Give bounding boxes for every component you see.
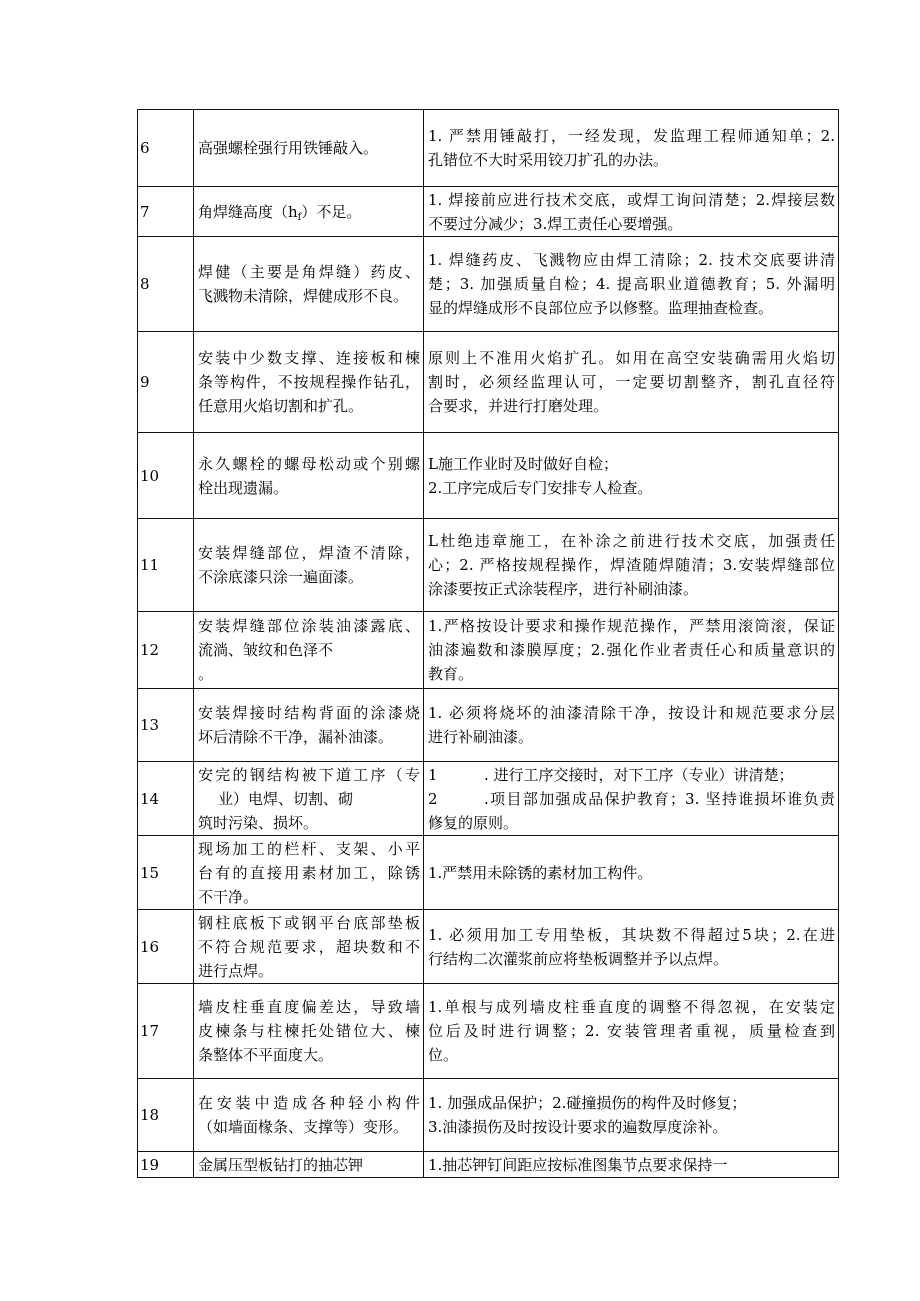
table-row bbox=[138, 984, 839, 1079]
measure-line: 心；2. 严格按规程操作，焊渣随焊随清；3.安装焊缝部位 bbox=[428, 556, 835, 574]
measure-line: 不要过分减少；3.焊工责任心要增强。 bbox=[428, 214, 683, 233]
row-number: 6 bbox=[140, 139, 150, 157]
row-number: 9 bbox=[140, 373, 150, 391]
list-number: 2 bbox=[428, 789, 438, 808]
issue-line: 焊健（主要是角焊缝）药皮、 bbox=[198, 263, 420, 281]
issue-line: 条等构件，不按规程操作钻孔， bbox=[198, 373, 420, 391]
issue-line: 高强螺栓强行用铁锤敲入。 bbox=[198, 139, 379, 157]
measure-line: 涂漆要按正式涂装程序，进行补刷油漆。 bbox=[428, 580, 699, 598]
line-text: ）不足。 bbox=[301, 202, 362, 221]
row-number: 15 bbox=[140, 863, 160, 882]
issue-line: 在安装中造成各种轻小构件 bbox=[198, 1094, 420, 1112]
issue-cell bbox=[194, 836, 424, 910]
table-row bbox=[138, 519, 839, 612]
measure-line: 位后及时进行调整；2. 安装管理者重视，质量检查到 bbox=[428, 1022, 835, 1040]
row-number: 8 bbox=[140, 275, 150, 293]
measure-line: 显的焊缝成形不良部位应予以修整。监理抽查检查。 bbox=[428, 299, 774, 317]
measures-cell bbox=[424, 984, 839, 1079]
table-row bbox=[138, 1152, 839, 1178]
line-text: 角焊缝高度（h bbox=[198, 202, 298, 221]
list-number: 1 bbox=[428, 765, 438, 784]
issue-cell bbox=[194, 110, 424, 187]
measure-line: 1. 严禁用锤敲打，一经发现，发监理工程师通知单；2. bbox=[428, 127, 835, 145]
issue-line bbox=[198, 200, 420, 224]
measures-cell bbox=[424, 433, 839, 519]
measure-line: 位。 bbox=[428, 1046, 459, 1064]
row-number: 13 bbox=[140, 716, 160, 734]
issue-line: 安装焊缝部位涂装油漆露底、 bbox=[198, 617, 420, 635]
row-number-cell bbox=[138, 762, 194, 836]
row-number-cell bbox=[138, 910, 194, 984]
issue-line: 安完的钢结构被下道工序（专 bbox=[198, 765, 420, 784]
measure-line: 教育。 bbox=[428, 665, 474, 683]
table-row bbox=[138, 1079, 839, 1152]
table-row bbox=[138, 910, 839, 984]
issue-cell bbox=[194, 689, 424, 762]
measure-line: 2.工序完成后专门安排专人检查。 bbox=[428, 478, 653, 497]
issue-cell bbox=[194, 762, 424, 836]
measure-line bbox=[428, 763, 835, 787]
issue-line: 现场加工的栏杆、支架、小平 bbox=[198, 839, 420, 858]
row-number: 18 bbox=[140, 1106, 160, 1124]
measure-line bbox=[428, 787, 835, 811]
measures-cell bbox=[424, 762, 839, 836]
measures-cell bbox=[424, 110, 839, 187]
measures-cell bbox=[424, 332, 839, 433]
row-number: 12 bbox=[140, 641, 160, 659]
measure-line: 1.严禁用未除锈的素材加工构件。 bbox=[428, 863, 653, 882]
row-number-cell bbox=[138, 984, 194, 1079]
issue-line: 钢柱底板下或钢平台底部垫板 bbox=[198, 913, 420, 932]
line-text: .项目部加强成品保护教育；3. 坚持谁损坏谁负责 bbox=[484, 789, 835, 808]
measure-line: 修复的原则。 bbox=[428, 813, 519, 832]
table-row bbox=[138, 187, 839, 237]
measure-line: L杜绝违章施工，在补涂之前进行技术交底，加强责任 bbox=[428, 532, 835, 550]
issue-line: 安装中少数支撑、连接板和楝 bbox=[198, 349, 420, 367]
measure-line: 行结构二次灌浆前应将垫板调整并予以点焊。 bbox=[428, 949, 729, 968]
table-body bbox=[138, 110, 839, 1178]
row-number: 7 bbox=[140, 202, 150, 221]
issue-line: 业）电焊、切割、砌 bbox=[218, 789, 354, 808]
row-number-cell bbox=[138, 612, 194, 689]
measures-cell bbox=[424, 187, 839, 237]
measures-cell bbox=[424, 689, 839, 762]
table-row bbox=[138, 110, 839, 187]
issue-line: 条整体不平面度大。 bbox=[198, 1046, 334, 1064]
row-number: 16 bbox=[140, 937, 160, 956]
issue-line: 进行点焊。 bbox=[198, 961, 274, 980]
measure-line: 1. 焊接前应进行技术交底，或焊工询问清楚；2.焊接层数 bbox=[428, 190, 835, 209]
issue-cell bbox=[194, 984, 424, 1079]
measures-cell bbox=[424, 519, 839, 612]
measure-line: 楚；3. 加强质量自检；4. 提高职业道德教育；5. 外漏明 bbox=[428, 275, 835, 293]
measure-line: 1.严格按设计要求和操作规范操作，严禁用滚筒滚，保证 bbox=[428, 617, 835, 635]
issue-line: 筑时污染、损坏。 bbox=[198, 813, 319, 832]
measures-cell bbox=[424, 836, 839, 910]
row-number-cell bbox=[138, 1079, 194, 1152]
defect-measures-table bbox=[137, 109, 839, 1178]
row-number-cell bbox=[138, 110, 194, 187]
table-row bbox=[138, 433, 839, 519]
measure-line: 割时，必须经监理认可，一定要切割整齐，割孔直径符 bbox=[428, 373, 835, 391]
row-number-cell bbox=[138, 1152, 194, 1178]
line-text: . 进行工序交接时，对下工序（专业）讲清楚； bbox=[484, 765, 794, 784]
measures-cell bbox=[424, 237, 839, 332]
measure-line: 1. 焊缝药皮、飞溅物应由焊工清除；2. 技术交底要讲清 bbox=[428, 251, 835, 269]
issue-cell bbox=[194, 332, 424, 433]
measure-line: 3.油漆损伤及时按设计要求的遍数厚度涂补。 bbox=[428, 1118, 728, 1136]
issue-cell bbox=[194, 187, 424, 237]
table-row bbox=[138, 612, 839, 689]
issue-cell bbox=[194, 519, 424, 612]
row-number-cell bbox=[138, 237, 194, 332]
row-number: 17 bbox=[140, 1022, 160, 1040]
issue-line: 台有的直接用素材加工，除锈 bbox=[198, 863, 420, 882]
row-number-cell bbox=[138, 836, 194, 910]
issue-line: 飞溅物未清除，焊健成形不良。 bbox=[198, 287, 409, 305]
issue-line: 永久螺栓的螺母松动或个别螺 bbox=[198, 454, 420, 473]
issue-line: 墙皮柱垂直度偏差达，导致墙 bbox=[198, 998, 420, 1016]
issue-line: 流淌、皱纹和色泽不 bbox=[198, 641, 334, 659]
measure-line: 1. 加强成品保护；2.碰撞损伤的构件及时修复； bbox=[428, 1094, 747, 1112]
measure-line: 油漆遍数和漆膜厚度；2.强化作业者责任心和质量意识的 bbox=[428, 641, 835, 659]
measure-line: 原则上不准用火焰扩孔。如用在高空安装确需用火焰切 bbox=[428, 349, 835, 367]
subscript: f bbox=[297, 211, 302, 223]
row-number: 19 bbox=[140, 1155, 160, 1174]
measure-line: 1. 必须用加工专用垫板，其块数不得超过5块；2.在进 bbox=[428, 925, 835, 944]
row-number-cell bbox=[138, 519, 194, 612]
issue-line: 。 bbox=[198, 665, 214, 683]
row-number: 11 bbox=[140, 556, 160, 574]
measures-cell bbox=[424, 612, 839, 689]
table-row bbox=[138, 836, 839, 910]
measure-line: 1. 必须将烧坏的油漆清除干净，按设计和规范要求分层 bbox=[428, 704, 835, 722]
measure-line: 1.抽芯钾钉间距应按标准图集节点要求保持一 bbox=[428, 1155, 728, 1174]
measure-line: 进行补刷油漆。 bbox=[428, 728, 534, 746]
table-row bbox=[138, 237, 839, 332]
issue-line: 栓出现遗漏。 bbox=[198, 478, 289, 497]
issue-line: 安装焊缝部位，焊渣不清除， bbox=[198, 544, 420, 562]
issue-line: 金属压型板钻打的抽芯钾 bbox=[198, 1155, 364, 1174]
measure-line: 1.单根与成列墙皮柱垂直度的调整不得忽视，在安装定 bbox=[428, 998, 835, 1016]
row-number-cell bbox=[138, 433, 194, 519]
measure-line: L施工作业时及时做好自检； bbox=[428, 454, 618, 473]
row-number: 10 bbox=[140, 466, 160, 485]
issue-cell bbox=[194, 1079, 424, 1152]
issue-line: 不符合规范要求，超块数和不 bbox=[198, 937, 420, 956]
table-row bbox=[138, 332, 839, 433]
measures-cell bbox=[424, 910, 839, 984]
issue-cell bbox=[194, 237, 424, 332]
issue-cell bbox=[194, 910, 424, 984]
row-number-cell bbox=[138, 187, 194, 237]
table-row bbox=[138, 689, 839, 762]
row-number-cell bbox=[138, 332, 194, 433]
issue-line: 任意用火焰切割和扩孔。 bbox=[198, 397, 364, 415]
issue-line: 不涂底漆只涂一遍面漆。 bbox=[198, 568, 364, 586]
issue-line: 不干净。 bbox=[198, 887, 259, 906]
issue-cell bbox=[194, 433, 424, 519]
issue-cell bbox=[194, 1152, 424, 1178]
row-number-cell bbox=[138, 689, 194, 762]
measures-cell bbox=[424, 1079, 839, 1152]
measure-line: 合要求，并进行打磨处理。 bbox=[428, 397, 609, 415]
issue-line: （如墙面椽条、支撑等）变形。 bbox=[198, 1118, 409, 1136]
table-row bbox=[138, 762, 839, 836]
measures-cell bbox=[424, 1152, 839, 1178]
issue-line: 坏后清除不干净，漏补油漆。 bbox=[198, 728, 394, 746]
row-number: 14 bbox=[140, 789, 160, 808]
issue-line: 皮楝条与柱楝托处错位大、楝 bbox=[198, 1022, 420, 1040]
issue-cell bbox=[194, 612, 424, 689]
measure-line: 孔错位不大时采用铰刀扩孔的办法。 bbox=[428, 151, 669, 169]
issue-line: 安装焊接时结构背面的涂漆烧 bbox=[198, 704, 420, 722]
